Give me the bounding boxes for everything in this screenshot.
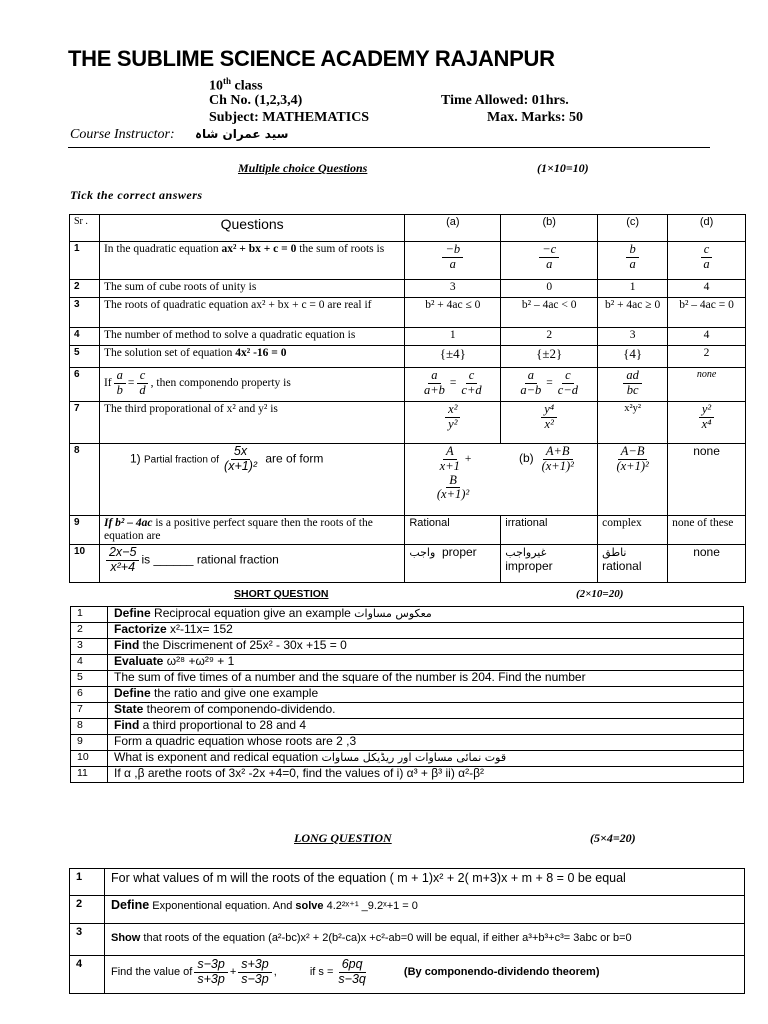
- instructor-name: سید عمران شاہ: [195, 127, 289, 141]
- row-number: 5: [70, 346, 100, 368]
- row-number: 4: [70, 956, 105, 994]
- row-number: 4: [71, 655, 108, 671]
- option-d[interactable]: b² – 4ac = 0: [668, 298, 746, 328]
- header-questions: Questions: [99, 215, 404, 242]
- option-a[interactable]: 3: [405, 280, 501, 298]
- option-c[interactable]: ناطق rational: [598, 545, 668, 583]
- urdu-term: قوت نمائی مساوات اور ریڈیکل مساوات: [321, 751, 507, 764]
- question-keyword: Find: [114, 638, 140, 652]
- option-d[interactable]: none: [668, 444, 746, 516]
- option-b[interactable]: b² – 4ac < 0: [501, 298, 598, 328]
- option-c[interactable]: $\frac{A-B}{\text{(x+1)²}}$: [598, 444, 668, 516]
- question-text: Find the value of $\frac{s-3p}{s+3p}$ + $\frac{s+3p}{s-3p}$ , if s = $\frac{6pq}{s-3q}$ (By componendo-dividendo theorem): [105, 956, 745, 994]
- question-text: The sum of cube roots of unity is: [99, 280, 404, 298]
- question-text: [108, 655, 744, 671]
- row-number: 2: [70, 280, 100, 298]
- question-text: 1) Partial fraction of $\frac{5x}{\text{(x+1)²}}$ are of form: [99, 444, 404, 516]
- option-a[interactable]: Rational: [405, 516, 501, 545]
- option-c[interactable]: x²y²: [598, 402, 668, 444]
- option-a[interactable]: $\frac{a}{a+b}$ = $\frac{c}{c+d}$: [405, 368, 501, 402]
- question-text: [108, 719, 744, 735]
- question-text: [108, 639, 744, 655]
- question-text: For what values of m will the roots of the equation ( m + 1)x² + 2( m+3)x + m + 8 = 0 be equal: [105, 869, 745, 896]
- mcq-header-row: [70, 215, 746, 242]
- option-b[interactable]: 2: [501, 328, 598, 346]
- question-text: Define Exponentional equation. And solve 4.2²ˣ⁺¹ _9.2ˣ+1 = 0: [105, 896, 745, 924]
- table-row: [70, 896, 745, 924]
- table-row: [70, 328, 746, 346]
- question-text: [108, 687, 744, 703]
- question-text: [108, 767, 744, 783]
- option-d[interactable]: 4: [668, 280, 746, 298]
- subject: Subject: MATHEMATICS: [209, 110, 370, 125]
- option-c[interactable]: {4}: [598, 346, 668, 368]
- row-number: 8: [71, 719, 108, 735]
- row-number: 11: [71, 767, 108, 783]
- question-text: The roots of quadratic equation ax² + bx + c = 0 are real if: [99, 298, 404, 328]
- option-b[interactable]: (b) $\frac{A+B}{\text{(x+1)²}}$: [501, 444, 598, 516]
- header-sr: Sr .: [70, 215, 100, 242]
- question-body: ω²⁸ +ω²⁹ + 1: [163, 654, 235, 668]
- question-text: The third proporational of x² and y² is: [99, 402, 404, 444]
- short-marks: (2×10=20): [576, 588, 624, 600]
- short-question-table: [70, 606, 744, 783]
- table-row: [70, 924, 745, 956]
- table-row: [70, 956, 745, 994]
- row-number: 8: [70, 444, 100, 516]
- question-keyword: Define: [114, 606, 151, 620]
- question-body: What is exponent and redical equation: [114, 750, 322, 764]
- question-text: If b² – 4ac is a positive perfect square then the roots of the equation are: [99, 516, 404, 545]
- question-keyword: Define: [114, 686, 151, 700]
- row-number: 6: [71, 687, 108, 703]
- option-a[interactable]: 1: [405, 328, 501, 346]
- row-number: 4: [70, 328, 100, 346]
- option-a[interactable]: $\frac{\text{x²}}{\text{y²}}$: [405, 402, 501, 444]
- max-marks: Max. Marks: 50: [487, 110, 584, 125]
- table-row: [71, 767, 744, 783]
- table-row: [70, 516, 746, 545]
- header-c: (c): [598, 215, 668, 242]
- option-d[interactable]: none: [668, 368, 746, 402]
- table-row: [70, 545, 746, 583]
- question-text: [108, 703, 744, 719]
- option-b[interactable]: $\frac{a}{a-b}$ = $\frac{c}{c-d}$: [501, 368, 598, 402]
- table-row: [71, 607, 744, 623]
- option-b[interactable]: {±2}: [501, 346, 598, 368]
- option-d[interactable]: $\frac{c}{a}$: [668, 242, 746, 280]
- row-number: 10: [70, 545, 100, 583]
- row-number: 9: [70, 516, 100, 545]
- table-row: [71, 655, 744, 671]
- question-text: Show that roots of the equation (a²-bc)x² + 2(b²-ca)x +c²-ab=0 will be equal, if either a³+b³+c³= 3abc or b=0: [105, 924, 745, 956]
- option-b[interactable]: $\frac{\text{y⁴}}{\text{x²}}$: [501, 402, 598, 444]
- table-row: [70, 444, 746, 516]
- table-row: [71, 751, 744, 767]
- option-c[interactable]: $\frac{ad}{bc}$: [598, 368, 668, 402]
- short-title: SHORT QUESTION: [234, 588, 329, 600]
- row-number: 7: [70, 402, 100, 444]
- table-row: [71, 623, 744, 639]
- question-text: The number of method to solve a quadratic equation is: [99, 328, 404, 346]
- header-divider: [68, 147, 710, 148]
- option-b[interactable]: 0: [501, 280, 598, 298]
- urdu-term: معکوس مساوات: [354, 607, 432, 620]
- question-body: If α ,β arethe roots of 3x² -2x +4=0, find the values of i) α³ + β³ ii) α²-β²: [114, 766, 484, 780]
- question-body: the ratio and give one example: [150, 686, 319, 700]
- header-a: (a): [405, 215, 501, 242]
- option-c[interactable]: 3: [598, 328, 668, 346]
- option-d[interactable]: none: [668, 545, 746, 583]
- class-label: 10th class: [209, 76, 263, 94]
- question-body: Form a quadric equation whose roots are 2 ,3: [114, 734, 357, 748]
- option-d[interactable]: none of these: [668, 516, 746, 545]
- row-number: 1: [70, 869, 105, 896]
- row-number: 3: [70, 298, 100, 328]
- table-row: [70, 869, 745, 896]
- mcq-title: Multiple choice Questions: [238, 161, 368, 175]
- option-d[interactable]: 4: [668, 328, 746, 346]
- row-number: 3: [70, 924, 105, 956]
- option-c[interactable]: 1: [598, 280, 668, 298]
- question-text: [108, 671, 744, 687]
- row-number: 5: [71, 671, 108, 687]
- long-title: LONG QUESTION: [294, 831, 392, 845]
- row-number: 7: [71, 703, 108, 719]
- header-d: (d): [668, 215, 746, 242]
- instructor-label: Course Instructor:: [70, 127, 175, 142]
- table-row: [70, 298, 746, 328]
- question-keyword: State: [114, 702, 144, 716]
- question-text: [108, 623, 744, 639]
- question-body: x²-11x= 152: [166, 622, 233, 636]
- table-row: [70, 242, 746, 280]
- table-row: [71, 703, 744, 719]
- table-row: [71, 671, 744, 687]
- mcq-table: [69, 214, 746, 583]
- question-keyword: Evaluate: [114, 654, 164, 668]
- option-d[interactable]: 2: [668, 346, 746, 368]
- question-text: [108, 751, 744, 767]
- question-keyword: Find: [114, 718, 140, 732]
- table-row: [70, 402, 746, 444]
- question-body: theorem of componendo-dividendo.: [143, 702, 336, 716]
- question-text: [108, 607, 744, 623]
- question-text: If $\frac{a}{b}$ = $\frac{c}{d}$ , then componendo property is: [99, 368, 404, 402]
- row-number: 3: [71, 639, 108, 655]
- option-d[interactable]: $\frac{\text{y²}}{\text{x⁴}}$: [668, 402, 746, 444]
- table-row: [71, 735, 744, 751]
- long-question-table: [69, 868, 745, 994]
- option-a[interactable]: b² + 4ac ≤ 0: [405, 298, 501, 328]
- row-number: 9: [71, 735, 108, 751]
- table-row: [71, 639, 744, 655]
- mcq-marks: (1×10=10): [537, 161, 589, 175]
- option-a[interactable]: $\frac{-b}{a}$: [405, 242, 501, 280]
- row-number: 1: [70, 242, 100, 280]
- table-row: [70, 280, 746, 298]
- question-text: In the quadratic equation ax² + bx + c = 0 the sum of roots is: [99, 242, 404, 280]
- header-b: (b): [501, 215, 598, 242]
- option-c[interactable]: b² + 4ac ≥ 0: [598, 298, 668, 328]
- academy-title: THE SUBLIME SCIENCE ACADEMY RAJANPUR: [68, 46, 555, 71]
- question-text: The solution set of equation 4x² -16 = 0: [99, 346, 404, 368]
- time-allowed: Time Allowed: 01hrs.: [441, 93, 569, 108]
- row-number: 2: [70, 896, 105, 924]
- question-body: Reciprocal equation give an example: [150, 606, 355, 620]
- question-text: $\frac{2x-5}{\text{x²+4}}$ is ______ rational fraction: [99, 545, 404, 583]
- option-b[interactable]: غیرواجب improper: [501, 545, 598, 583]
- question-body: a third proportional to 28 and 4: [139, 718, 307, 732]
- table-row: [70, 368, 746, 402]
- option-a[interactable]: $\frac{A}{x+1}$ + $\frac{B}{\text{(x+1)²}}$: [405, 444, 501, 516]
- question-body: the Discrimenent of 25x² - 30x +15 = 0: [139, 638, 347, 652]
- table-row: [70, 346, 746, 368]
- mcq-instruction: Tick the correct answers: [70, 188, 203, 202]
- question-keyword: Factorize: [114, 622, 167, 636]
- chapters: Ch No. (1,2,3,4): [209, 93, 303, 108]
- option-b[interactable]: irrational: [501, 516, 598, 545]
- option-a[interactable]: {±4}: [405, 346, 501, 368]
- row-number: 2: [71, 623, 108, 639]
- option-a[interactable]: واجب proper: [405, 545, 501, 583]
- option-c[interactable]: complex: [598, 516, 668, 545]
- row-number: 10: [71, 751, 108, 767]
- table-row: [71, 687, 744, 703]
- row-number: 6: [70, 368, 100, 402]
- question-body: The sum of five times of a number and the square of the number is 204. Find the number: [114, 670, 586, 684]
- question-text: [108, 735, 744, 751]
- option-c[interactable]: $\frac{b}{a}$: [598, 242, 668, 280]
- row-number: 1: [71, 607, 108, 623]
- table-row: [71, 719, 744, 735]
- option-b[interactable]: $\frac{-c}{a}$: [501, 242, 598, 280]
- long-marks: (5×4=20): [590, 831, 636, 845]
